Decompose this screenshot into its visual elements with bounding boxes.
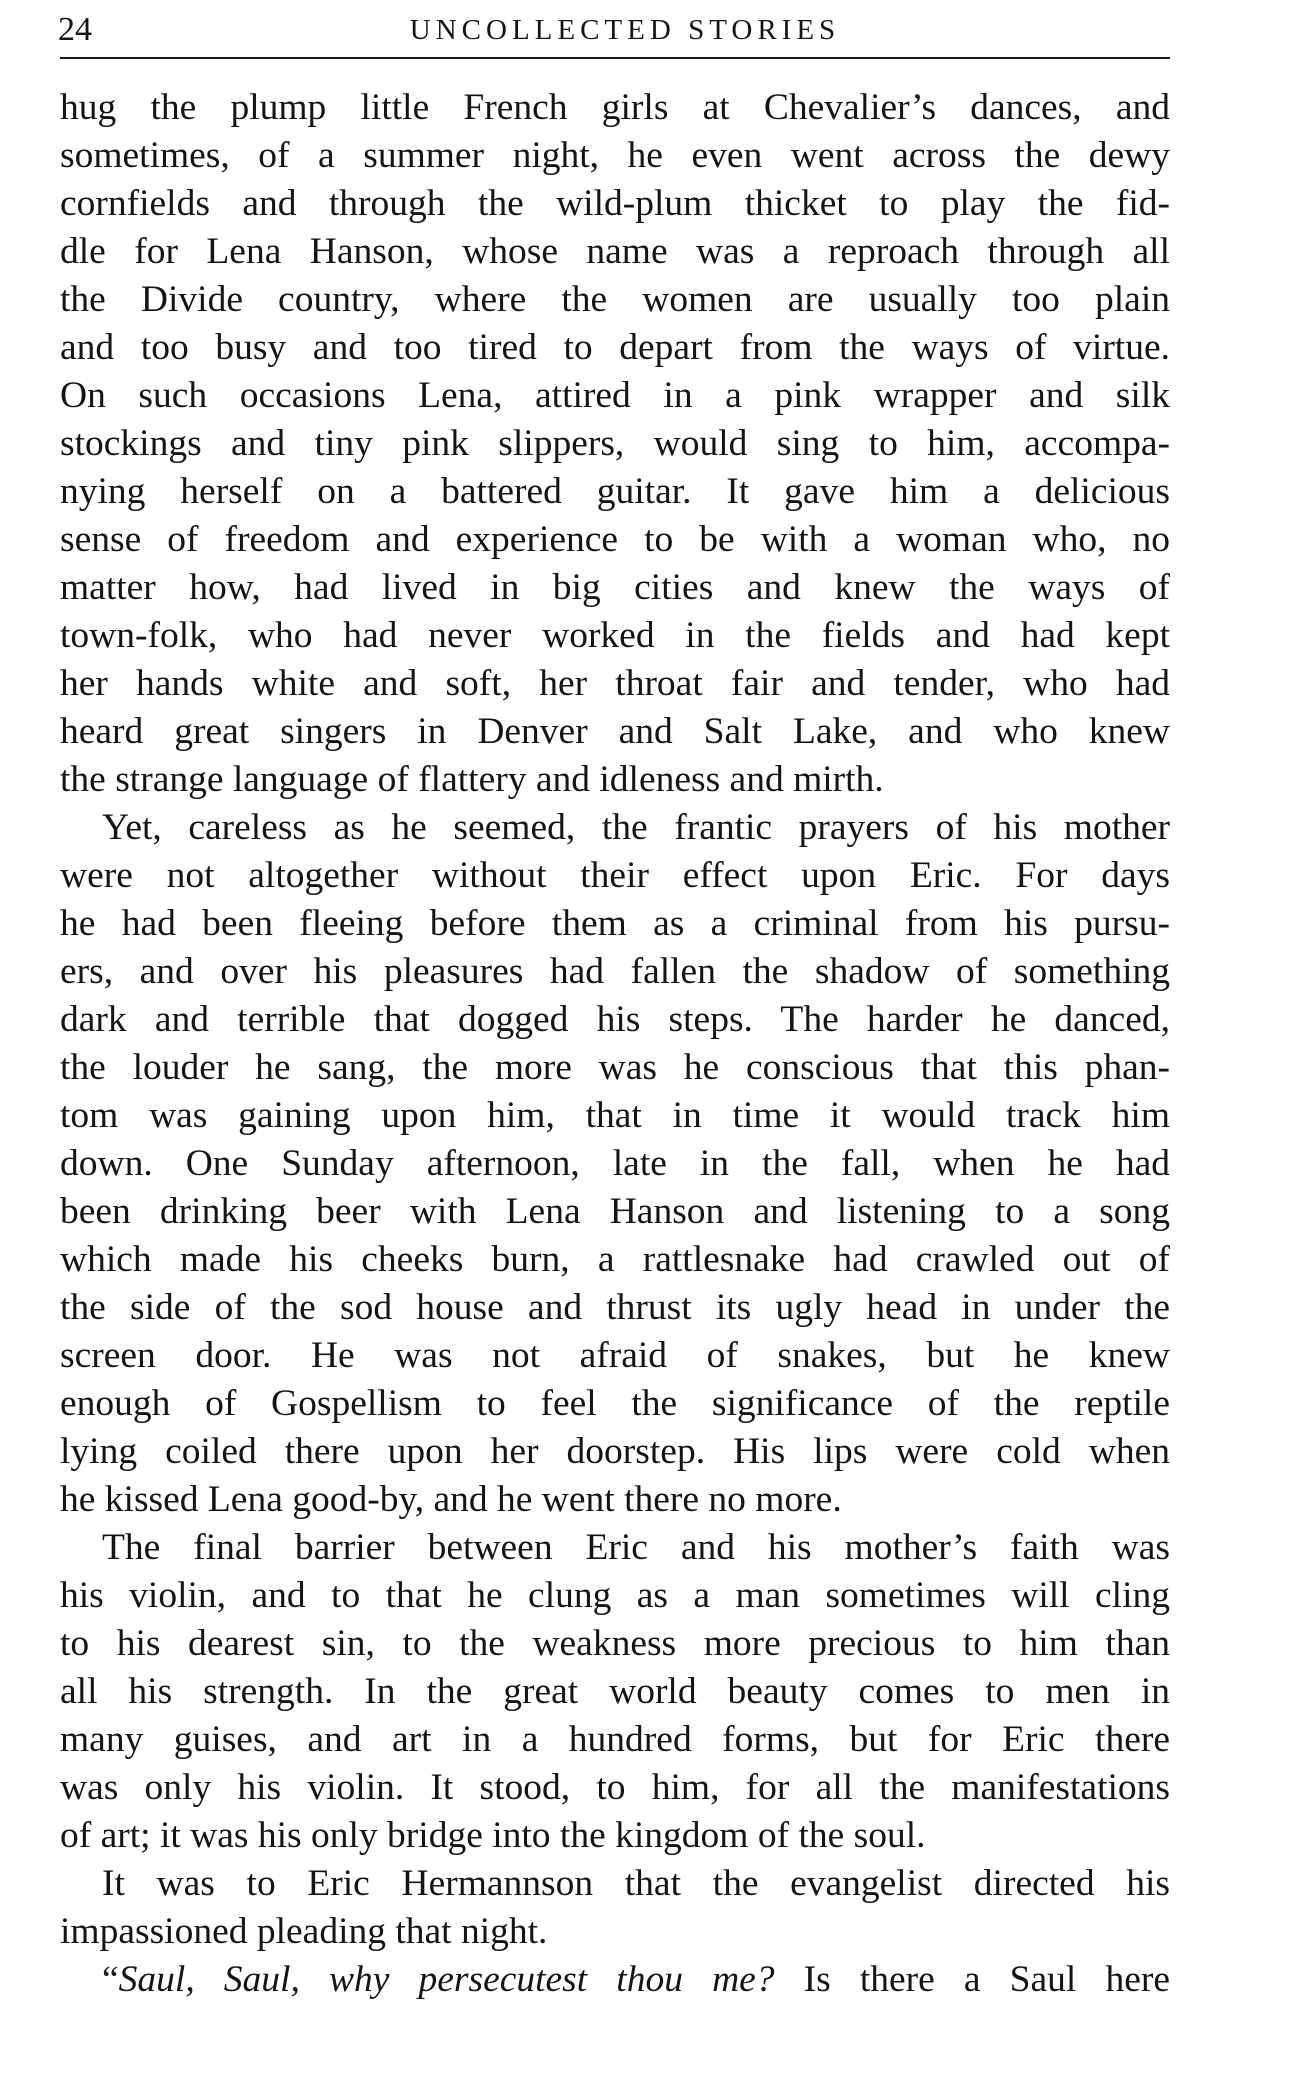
text-line: of art; it was his only bridge into the kingdom of the soul. <box>60 1815 926 1856</box>
text-line: On such occasions Lena, attired in a pink wrapper and silk <box>60 375 1170 416</box>
paragraph <box>60 1860 1170 1956</box>
text-line: The final barrier between Eric and his mother’s faith was <box>102 1527 1170 1568</box>
running-title: UNCOLLECTED STORIES <box>409 14 841 46</box>
opening-quote: “ <box>102 1959 119 2000</box>
text-line: matter how, had lived in big cities and knew the ways of <box>60 567 1170 608</box>
italic-quotation: Saul, Saul, why persecutest thou me? <box>118 1959 775 2000</box>
text-line: ers, and over his pleasures had fallen the shadow of something <box>60 951 1170 992</box>
text-line: tom was gaining upon him, that in time it would track him <box>60 1095 1170 1136</box>
text-line: sometimes, of a summer night, he even went across the dewy <box>60 135 1170 176</box>
text-line: the strange language of flattery and idleness and mirth. <box>60 759 884 800</box>
paragraph <box>60 84 1170 804</box>
text-line: the side of the sod house and thrust its ugly head in under the <box>60 1287 1170 1328</box>
text-line: many guises, and art in a hundred forms, but for Eric there <box>60 1719 1170 1760</box>
line-remainder: Is there a Saul here <box>774 1959 1170 2000</box>
text-line: he kissed Lena good-by, and he went there no more. <box>60 1479 842 1520</box>
text-line: his violin, and to that he clung as a man sometimes will cling <box>60 1575 1170 1616</box>
text-line: been drinking beer with Lena Hanson and listening to a song <box>60 1191 1170 1232</box>
paragraph <box>60 1956 1170 2004</box>
book-page <box>60 0 1170 2089</box>
text-line: and too busy and too tired to depart from the ways of virtue. <box>60 327 1170 368</box>
text-line: hug the plump little French girls at Chevalier’s dances, and <box>60 87 1170 128</box>
text-line: he had been fleeing before them as a criminal from his pursu- <box>60 903 1170 944</box>
text-line: were not altogether without their effect upon Eric. For days <box>60 855 1170 896</box>
text-line: was only his violin. It stood, to him, for all the manifestations <box>60 1767 1170 1808</box>
paragraph <box>60 1524 1170 1860</box>
page-number: 24 <box>58 11 92 48</box>
text-line: lying coiled there upon her doorstep. His lips were cold when <box>60 1431 1170 1472</box>
text-line: the louder he sang, the more was he conscious that this phan- <box>60 1047 1170 1088</box>
text-line: dle for Lena Hanson, whose name was a reproach through all <box>60 231 1170 272</box>
text-line: heard great singers in Denver and Salt Lake, and who knew <box>60 711 1170 752</box>
paragraph <box>60 804 1170 1524</box>
text-line: Yet, careless as he seemed, the frantic prayers of his mother <box>102 807 1170 848</box>
text-line: the Divide country, where the women are usually too plain <box>60 279 1170 320</box>
text-line: her hands white and soft, her throat fair and tender, who had <box>60 663 1170 704</box>
text-line: impassioned pleading that night. <box>60 1911 548 1952</box>
text-line: stockings and tiny pink slippers, would sing to him, accompa- <box>60 423 1170 464</box>
text-line: screen door. He was not afraid of snakes, but he knew <box>60 1335 1170 1376</box>
text-line: nying herself on a battered guitar. It gave him a delicious <box>60 471 1170 512</box>
text-line: It was to Eric Hermannson that the evangelist directed his <box>102 1863 1170 1904</box>
text-line: to his dearest sin, to the weakness more precious to him than <box>60 1623 1170 1664</box>
text-line: cornfields and through the wild-plum thicket to play the fid- <box>60 183 1170 224</box>
text-line: enough of Gospellism to feel the significance of the reptile <box>60 1383 1170 1424</box>
text-line: town-folk, who had never worked in the fields and had kept <box>60 615 1170 656</box>
text-line <box>60 1956 1170 2004</box>
text-line: sense of freedom and experience to be with a woman who, no <box>60 519 1170 560</box>
text-line: dark and terrible that dogged his steps. The harder he danced, <box>60 999 1170 1040</box>
body-text <box>60 84 1170 2004</box>
text-line: down. One Sunday afternoon, late in the fall, when he had <box>60 1143 1170 1184</box>
text-line: which made his cheeks burn, a rattlesnake had crawled out of <box>60 1239 1170 1280</box>
text-line: all his strength. In the great world beauty comes to men in <box>60 1671 1170 1712</box>
running-head <box>60 8 1170 52</box>
header-rule <box>60 57 1170 59</box>
